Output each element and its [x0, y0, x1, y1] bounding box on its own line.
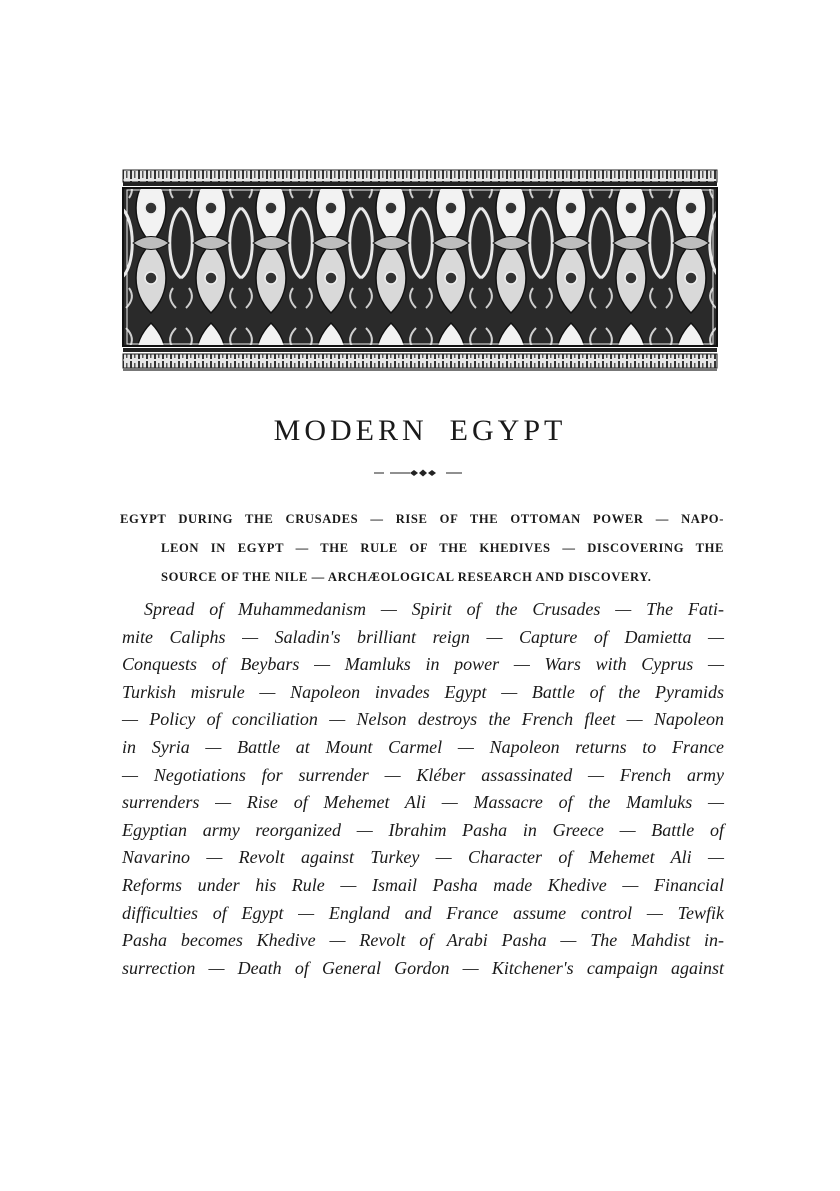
- contents-line-3: Conquests of Beybars — Mamluks in power — Wars with Cyprus —: [122, 654, 724, 675]
- contents-line-10: Navarino — Revolt against Turkey — Character of Mehemet Ali —: [122, 847, 724, 868]
- arabesque-ornament-image: [121, 168, 719, 383]
- contents-line-9: Egyptian army reorganized — Ibrahim Pasha in Greece — Battle of: [122, 819, 724, 840]
- chapter-contents-list: [122, 596, 724, 982]
- contents-line-2: mite Caliphs — Saladin's brilliant reign — Capture of Damietta —: [122, 626, 724, 647]
- contents-line-4: Turkish misrule — Napoleon invades Egypt — Battle of the Pyramids: [122, 681, 724, 702]
- contents-line-6: in Syria — Battle at Mount Carmel — Napoleon returns to France: [122, 736, 724, 757]
- contents-line-14: surrection — Death of General Gordon — Kitchener's campaign against: [122, 957, 724, 978]
- contents-line-13: Pasha becomes Khedive — Revolt of Arabi Pasha — The Mahdist in-: [122, 930, 724, 951]
- chapter-title-word-2: EGYPT: [449, 414, 567, 447]
- title-flourish-divider: [370, 468, 470, 478]
- contents-line-5: — Policy of conciliation — Nelson destroys the French fleet — Napoleon: [122, 709, 724, 730]
- arabesque-header-ornament: [121, 168, 719, 383]
- summary-line-2: LEON IN EGYPT — THE RULE OF THE KHEDIVES — DISCOVERING THE: [161, 541, 724, 555]
- contents-line-11: Reforms under his Rule — Ismail Pasha made Khedive — Financial: [122, 874, 724, 895]
- chapter-title: [0, 414, 840, 448]
- contents-line-1: Spread of Muhammedanism — Spirit of the Crusades — The Fati-: [144, 599, 724, 619]
- contents-line-12: difficulties of Egypt — England and France assume control — Tewfik: [122, 902, 724, 923]
- summary-line-3: SOURCE OF THE NILE — ARCHÆOLOGICAL RESEARCH AND DISCOVERY.: [161, 570, 652, 584]
- contents-line-8: surrenders — Rise of Mehemet Ali — Massacre of the Mamluks —: [122, 792, 724, 813]
- summary-line-1: EGYPT DURING THE CRUSADES — RISE OF THE OTTOMAN POWER — NAPO-: [120, 512, 724, 526]
- chapter-title-word-1: MODERN: [273, 414, 428, 447]
- contents-line-7: — Negotiations for surrender — Kléber assassinated — French army: [122, 764, 724, 785]
- chapter-summary: [120, 505, 724, 592]
